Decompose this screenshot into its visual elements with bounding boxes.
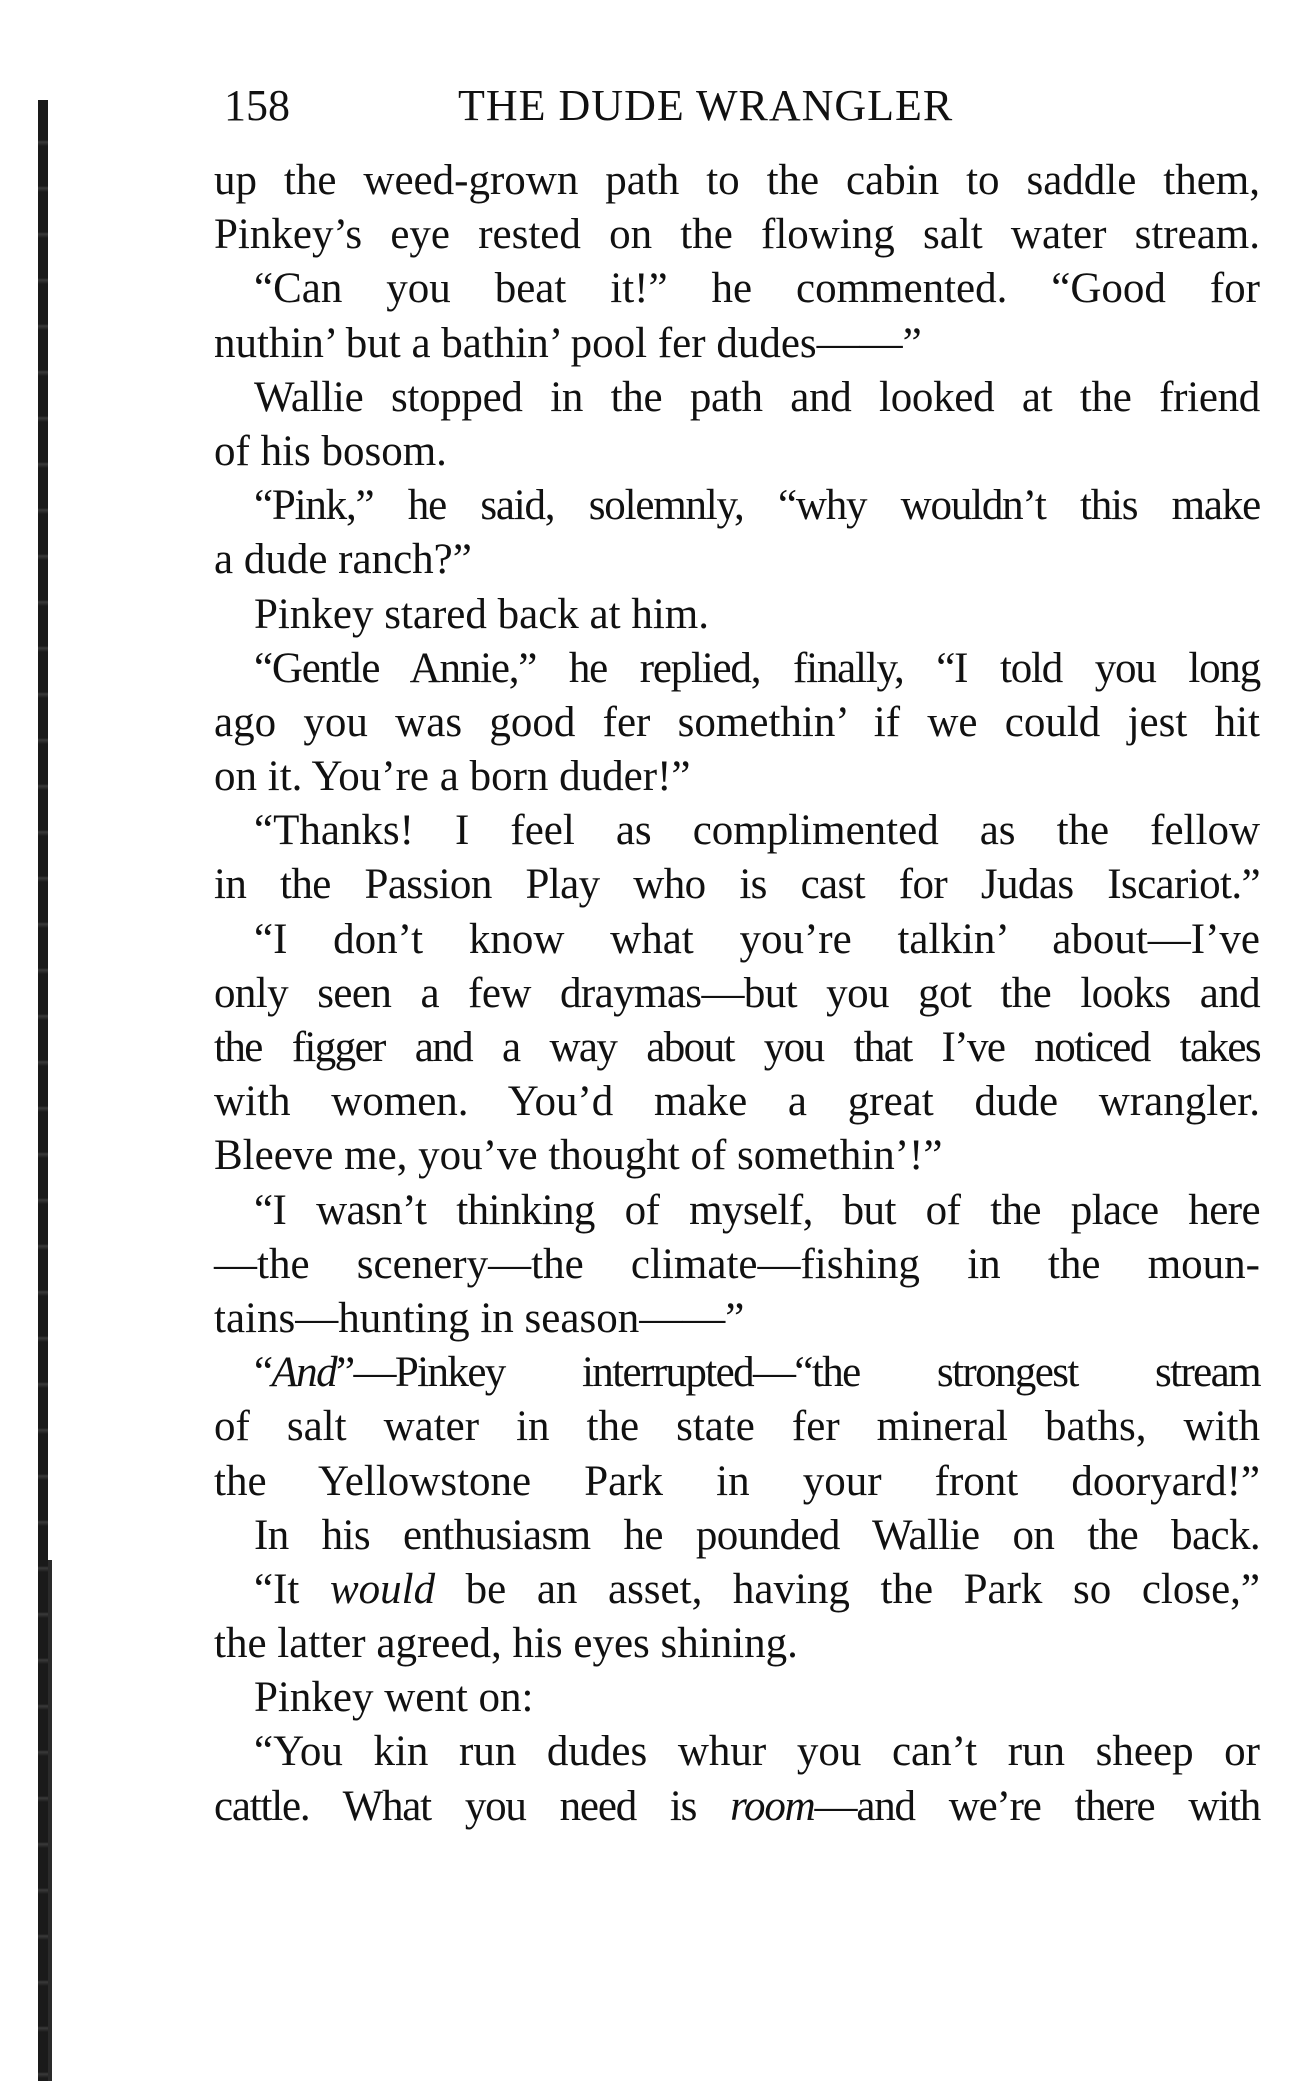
text-run: ”—Pinkey interrupted—“the strongest stream bbox=[335, 1349, 1260, 1397]
page-gutter-shadow bbox=[38, 100, 48, 2081]
text-line: In his enthusiasm he pounded Wallie on the back. bbox=[254, 1511, 1260, 1559]
text-line: up the weed-grown path to the cabin to saddle them, bbox=[214, 157, 1260, 204]
text-line: only seen a few draymas—but you got the looks and bbox=[214, 969, 1260, 1017]
text-line: Bleeve me, you’ve thought of somethin’!” bbox=[214, 1132, 943, 1180]
text-line: “Thanks! I feel as complimented as the fellow bbox=[254, 807, 1260, 855]
text-line: the Yellowstone Park in your front dooryard!” bbox=[214, 1457, 1260, 1505]
page-header bbox=[224, 76, 1260, 136]
text-line: with women. You’d make a great dude wrangler. bbox=[214, 1078, 1260, 1126]
text-line: “I wasn’t thinking of myself, but of the place here bbox=[254, 1186, 1260, 1234]
text-line bbox=[214, 1780, 1260, 1834]
text-line: Pinkey stared back at him. bbox=[254, 590, 709, 638]
text-run: be an asset, having the Park so close,” bbox=[435, 1565, 1261, 1613]
text-line bbox=[214, 1346, 1260, 1400]
text-line: “I don’t know what you’re talkin’ about—I’ve bbox=[254, 915, 1260, 963]
text-line: ago you was good fer somethin’ if we could jest hit bbox=[214, 698, 1260, 746]
text-line: Wallie stopped in the path and looked at the friend bbox=[254, 373, 1260, 421]
italic-word: would bbox=[329, 1565, 436, 1613]
text-run: cattle. What you need is bbox=[214, 1782, 731, 1830]
text-line: a dude ranch?” bbox=[214, 536, 472, 584]
text-line: “You kin run dudes whur you can’t run sheep or bbox=[254, 1728, 1260, 1776]
text-line: Pinkey’s eye rested on the flowing salt water stream. bbox=[214, 211, 1260, 259]
text-run: “ bbox=[254, 1349, 272, 1397]
text-line: Pinkey went on: bbox=[254, 1674, 534, 1722]
text-line: the latter agreed, his eyes shining. bbox=[214, 1620, 798, 1668]
text-line: —the scenery—the climate—fishing in the moun- bbox=[214, 1240, 1260, 1288]
text-run: “It bbox=[254, 1565, 330, 1613]
page-number: 158 bbox=[224, 81, 290, 130]
text-line: “Can you beat it!” he commented. “Good for bbox=[254, 265, 1260, 313]
running-title: THE DUDE WRANGLER bbox=[458, 81, 954, 130]
text-line bbox=[214, 1563, 1260, 1617]
text-line: in the Passion Play who is cast for Judas Iscariot.” bbox=[214, 861, 1260, 909]
italic-word: room bbox=[730, 1782, 815, 1830]
text-line: tains—hunting in season——” bbox=[214, 1294, 745, 1342]
text-line: the figger and a way about you that I’ve noticed takes bbox=[214, 1024, 1260, 1071]
body-text bbox=[214, 154, 1260, 1834]
text-line: nuthin’ but a bathin’ pool fer dudes——” bbox=[214, 319, 922, 367]
page-gutter-shadow-inner bbox=[48, 1560, 52, 2081]
text-line: on it. You’re a born duder!” bbox=[214, 753, 691, 801]
text-line: “Gentle Annie,” he replied, finally, “I told you long bbox=[254, 644, 1260, 692]
text-line: of salt water in the state fer mineral baths, with bbox=[214, 1403, 1260, 1451]
italic-word: And bbox=[271, 1349, 336, 1397]
text-line: of his bosom. bbox=[214, 427, 447, 475]
text-line: “Pink,” he said, solemnly, “why wouldn’t this make bbox=[254, 482, 1260, 530]
text-run: —and we’re there with bbox=[814, 1782, 1260, 1830]
